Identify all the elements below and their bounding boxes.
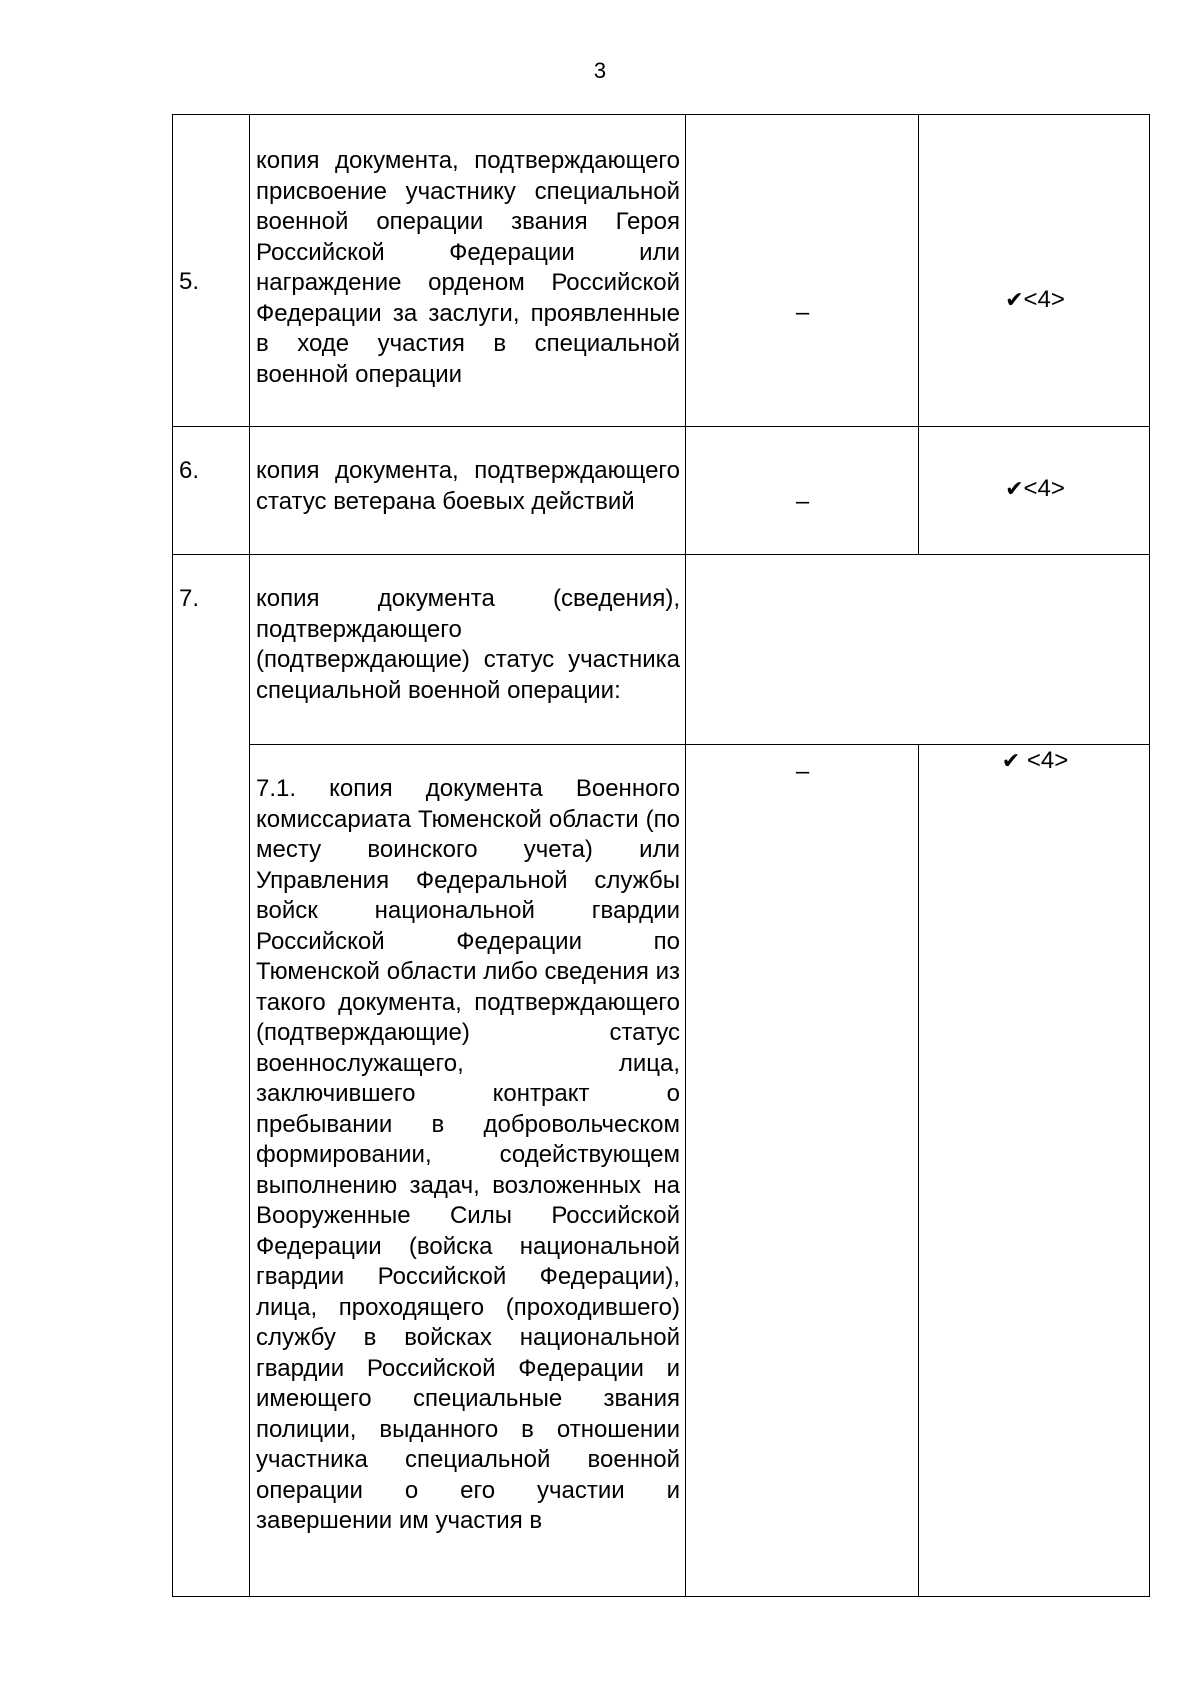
row-6-col3-cell: [685, 426, 918, 554]
row-description: копия документа, подтверждающего статус ветерана боевых действий: [256, 457, 680, 515]
dash-mark: –: [795, 299, 810, 326]
check-note: [919, 285, 1151, 316]
page-number: 3: [593, 58, 607, 83]
row-5-description-cell: [249, 114, 685, 426]
row-6-description-cell: [249, 426, 685, 554]
row-7-number-cell: [172, 554, 249, 1597]
check-note: [919, 474, 1151, 505]
row-description: копия документа, подтверждающего присвоение участнику специальной военной операции звания Героя Российской Федерации или награждение орденом Российской Федерации за заслуги, проявленные в ходе участия в специальной военной операции: [256, 147, 680, 388]
row-number: 6.: [179, 457, 200, 484]
row-7-1-description-cell: [249, 744, 685, 1597]
note-reference: <4>: [1020, 747, 1069, 774]
row-7-1-col3-cell: [685, 744, 918, 1597]
row-7-1-col4-cell: [918, 744, 1150, 1597]
dash-mark: –: [795, 488, 810, 515]
documents-table: [172, 114, 1150, 1597]
sub-row-description: 7.1. копия документа Военного комиссариата Тюменской области (по месту воинского учета) или Управления Федеральной службы войск национальной гвардии Российской Федерации по Тюменской области либо сведения из такого документа, подтверждающего (подтверждающие) статус военнослужащего, лица, заключившего контракт о пребывании в добровольческом формировании, содействующем выполнению задач, возложенных на Вооруженные Силы Российской Федерации (войска национальной гвардии Российской Федерации), лица, проходящего (проходившего) службу в войсках национальной гвардии Российской Федерации и имеющего специальные звания полиции, выданного в отношении участника специальной военной операции о его участии и завершении им участия в: [256, 775, 680, 1534]
row-5-col4-cell: [918, 114, 1150, 426]
checkmark-icon: ✔: [1005, 288, 1024, 313]
row-number: 7.: [179, 585, 200, 612]
note-reference: <4>: [1023, 286, 1065, 313]
note-reference: <4>: [1023, 475, 1065, 502]
checkmark-icon: ✔: [1001, 749, 1021, 774]
row-5-col3-cell: [685, 114, 918, 426]
row-6-number-cell: [172, 426, 249, 554]
row-description: копия документа (сведения), подтверждающего (подтверждающие) статус участника специальной военной операции:: [256, 585, 680, 704]
check-note: [919, 746, 1151, 777]
row-7-description-cell: [249, 554, 685, 744]
row-number: 5.: [179, 268, 200, 295]
row-6-col4-cell: [918, 426, 1150, 554]
checkmark-icon: ✔: [1005, 477, 1024, 502]
dash-mark: –: [795, 758, 810, 785]
row-7-empty-merged-cell: [685, 554, 1150, 744]
row-5-number-cell: [172, 114, 249, 426]
